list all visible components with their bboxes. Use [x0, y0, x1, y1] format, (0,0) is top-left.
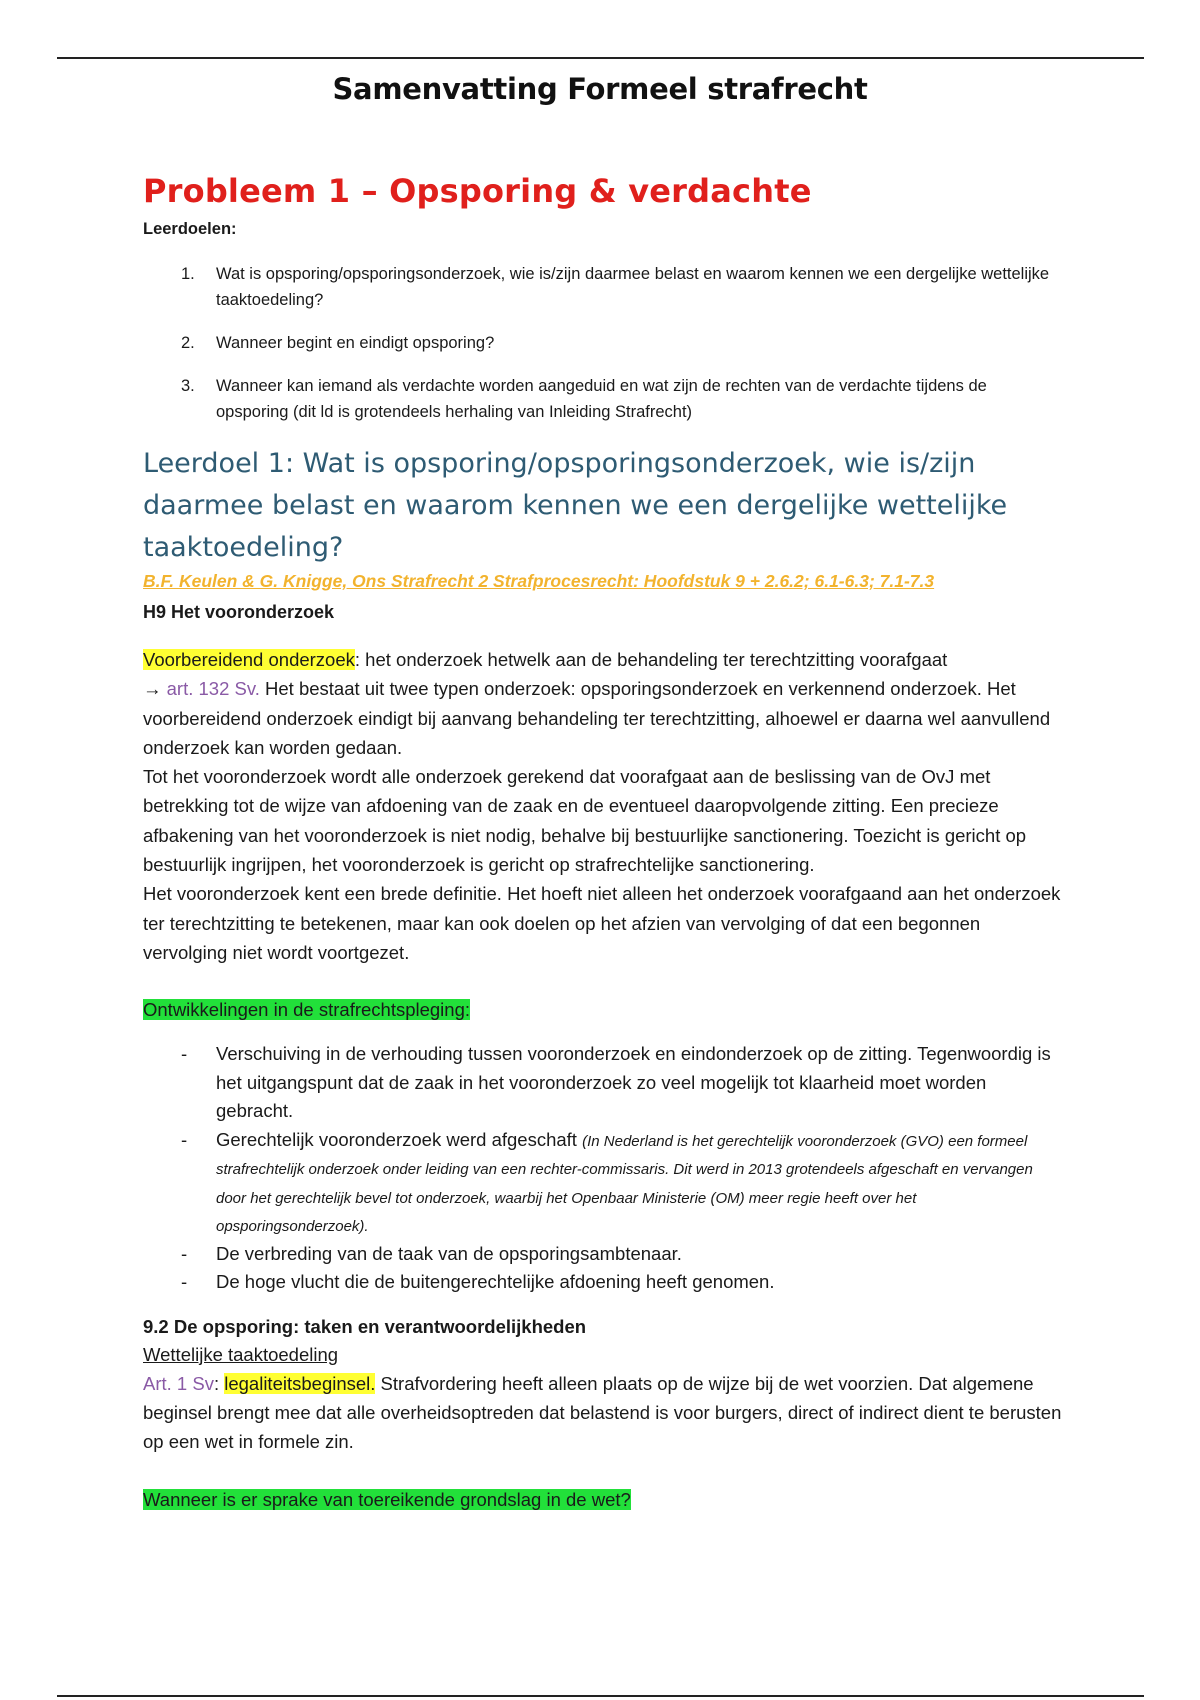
list-item [143, 261, 1063, 313]
paragraph-vooronderzoek: Tot het vooronderzoek wordt alle onderzoek gerekend dat voorafgaat aan de beslissing van de OvJ met betrekking tot de wijze van afdoening van de zaak en de eventueel daaropvolgende zitting. Een precieze afbakening van het vooronderzoek is niet nodig, behalve bij bestuurlijke sanctionering. Toezicht is gericht op bestuurlijk ingrijpen, het vooronderzoek is gericht op strafrechtelijke sanctionering. [143, 766, 1027, 876]
list-item [143, 1240, 1063, 1269]
developments-list [143, 1040, 1063, 1297]
literature-reference-link[interactable]: B.F. Keulen & G. Knigge, Ons Strafrecht 2 Strafprocesrecht: Hoofdstuk 9 + 2.6.2; 6.1-6.3; 7.1-7.3 [143, 571, 935, 591]
list-item [143, 330, 1063, 356]
paragraph-voorbereidend [143, 645, 1063, 762]
article-reference: Art. 1 Sv [143, 1372, 214, 1394]
list-item-text: Wat is opsporing/opsporingsonderzoek, wie is/zijn daarmee belast en waarom kennen we een dergelijke wettelijke taaktoedeling? [216, 265, 1050, 309]
list-number: 2. [181, 334, 195, 352]
list-item [143, 1126, 1063, 1240]
dash-bullet: - [181, 1271, 188, 1293]
list-item [143, 1040, 1063, 1126]
learning-goals-label: Leerdoelen: [143, 220, 237, 238]
list-item-text: Verschuiving in de verhouding tussen vooronderzoek en eindonderzoek op de zitting. Tegenwoordig is het uitgangspunt dat de zaak in het vooronderzoek zo veel mogelijk tot klaarheid moet worden gebracht. [216, 1043, 1051, 1122]
highlighted-term: legaliteitsbeginsel. [224, 1372, 376, 1394]
question-heading [143, 1485, 1063, 1514]
paragraph-legaliteit [143, 1369, 1063, 1457]
list-item-note: (In Nederland is het gerechtelijk vooronderzoek (GVO) een formeel strafrechtelijk onderzoek onder leiding van een rechter-commissaris. Dit werd in 2013 grotendeels afgeschaft en vervangen door het gerechtelijk bevel tot onderzoek, waarbij het Openbaar Ministerie (OM) meer regie heeft over het opsporingsonderzoek). [216, 1132, 1033, 1236]
list-item-text: Wanneer kan iemand als verdachte worden aangeduid en wat zijn de rechten van de verdachte tijdens de opsporing (dit ld is grotendeels herhaling van Inleiding Strafrecht) [216, 377, 987, 421]
document-body [143, 172, 1063, 1530]
list-item-text: Wanneer begint en eindigt opsporing? [216, 334, 495, 352]
colon-text: : [213, 1372, 225, 1394]
top-rule [57, 57, 1144, 59]
list-item [143, 373, 1063, 425]
list-item [143, 1268, 1063, 1297]
list-number: 3. [181, 377, 195, 395]
developments-heading [143, 995, 1063, 1024]
h9-heading: H9 Het vooronderzoek [143, 602, 335, 622]
learning-goals-list [143, 261, 1063, 425]
arrow-icon: → [143, 678, 167, 700]
problem-heading: Probleem 1 – Opsporing & verdachte [143, 172, 812, 210]
section-subheading: Wettelijke taaktoedeling [143, 1343, 339, 1365]
dash-bullet: - [181, 1128, 188, 1150]
section-9-2-heading: 9.2 De opsporing: taken en verantwoordelijkheden [143, 1315, 587, 1337]
definition-text: : het onderzoek hetwelk aan de behandeling ter terechtzitting voorafgaat [354, 649, 948, 670]
list-item-text: De verbreding van de taak van de opsporingsambtenaar. [216, 1242, 682, 1264]
highlighted-heading: Ontwikkelingen in de strafrechtspleging: [143, 999, 471, 1021]
article-reference: art. 132 Sv. [166, 678, 260, 700]
goal1-heading: Leerdoel 1: Wat is opsporing/opsporingsonderzoek, wie is/zijn daarmee belast en waarom kennen we een dergelijke wettelijke taaktoedeling? [143, 448, 1008, 563]
list-number: 1. [181, 265, 195, 283]
highlighted-heading: Wanneer is er sprake van toereikende grondslag in de wet? [143, 1488, 631, 1510]
list-item-text: De hoge vlucht die de buitengerechtelijke afdoening heeft genomen. [216, 1271, 775, 1293]
dash-bullet: - [181, 1242, 188, 1264]
paragraph-text: Strafvordering heeft alleen plaats op de wijze bij de wet voorzien. Dat algemene beginsel brengt mee dat alle overheidsoptreden dat belastend is voor burgers, direct of indirect dient te berusten op een wet in formele zin. [143, 1372, 1062, 1453]
paragraph-definition: Het vooronderzoek kent een brede definitie. Het hoeft niet alleen het onderzoek voorafgaand aan het onderzoek ter terechtzitting te betekenen, maar kan ook doelen op het afzien van vervolging of dat een begonnen vervolging niet wordt voortgezet. [143, 883, 1061, 963]
bottom-rule [57, 1695, 1144, 1697]
highlighted-term: Voorbereidend onderzoek [143, 649, 355, 670]
document-title: Samenvatting Formeel strafrecht [332, 72, 868, 106]
list-item-text: Gerechtelijk vooronderzoek werd afgeschaft [216, 1128, 583, 1150]
dash-bullet: - [181, 1043, 188, 1065]
paragraph-text: Het bestaat uit twee typen onderzoek: opsporingsonderzoek en verkennend onderzoek. Het voorbereidend onderzoek eindigt bij aanvang behandeling ter terechtzitting, alhoewel er daarna wel aanvullend onderzoek kan worden gedaan. [143, 678, 1051, 758]
